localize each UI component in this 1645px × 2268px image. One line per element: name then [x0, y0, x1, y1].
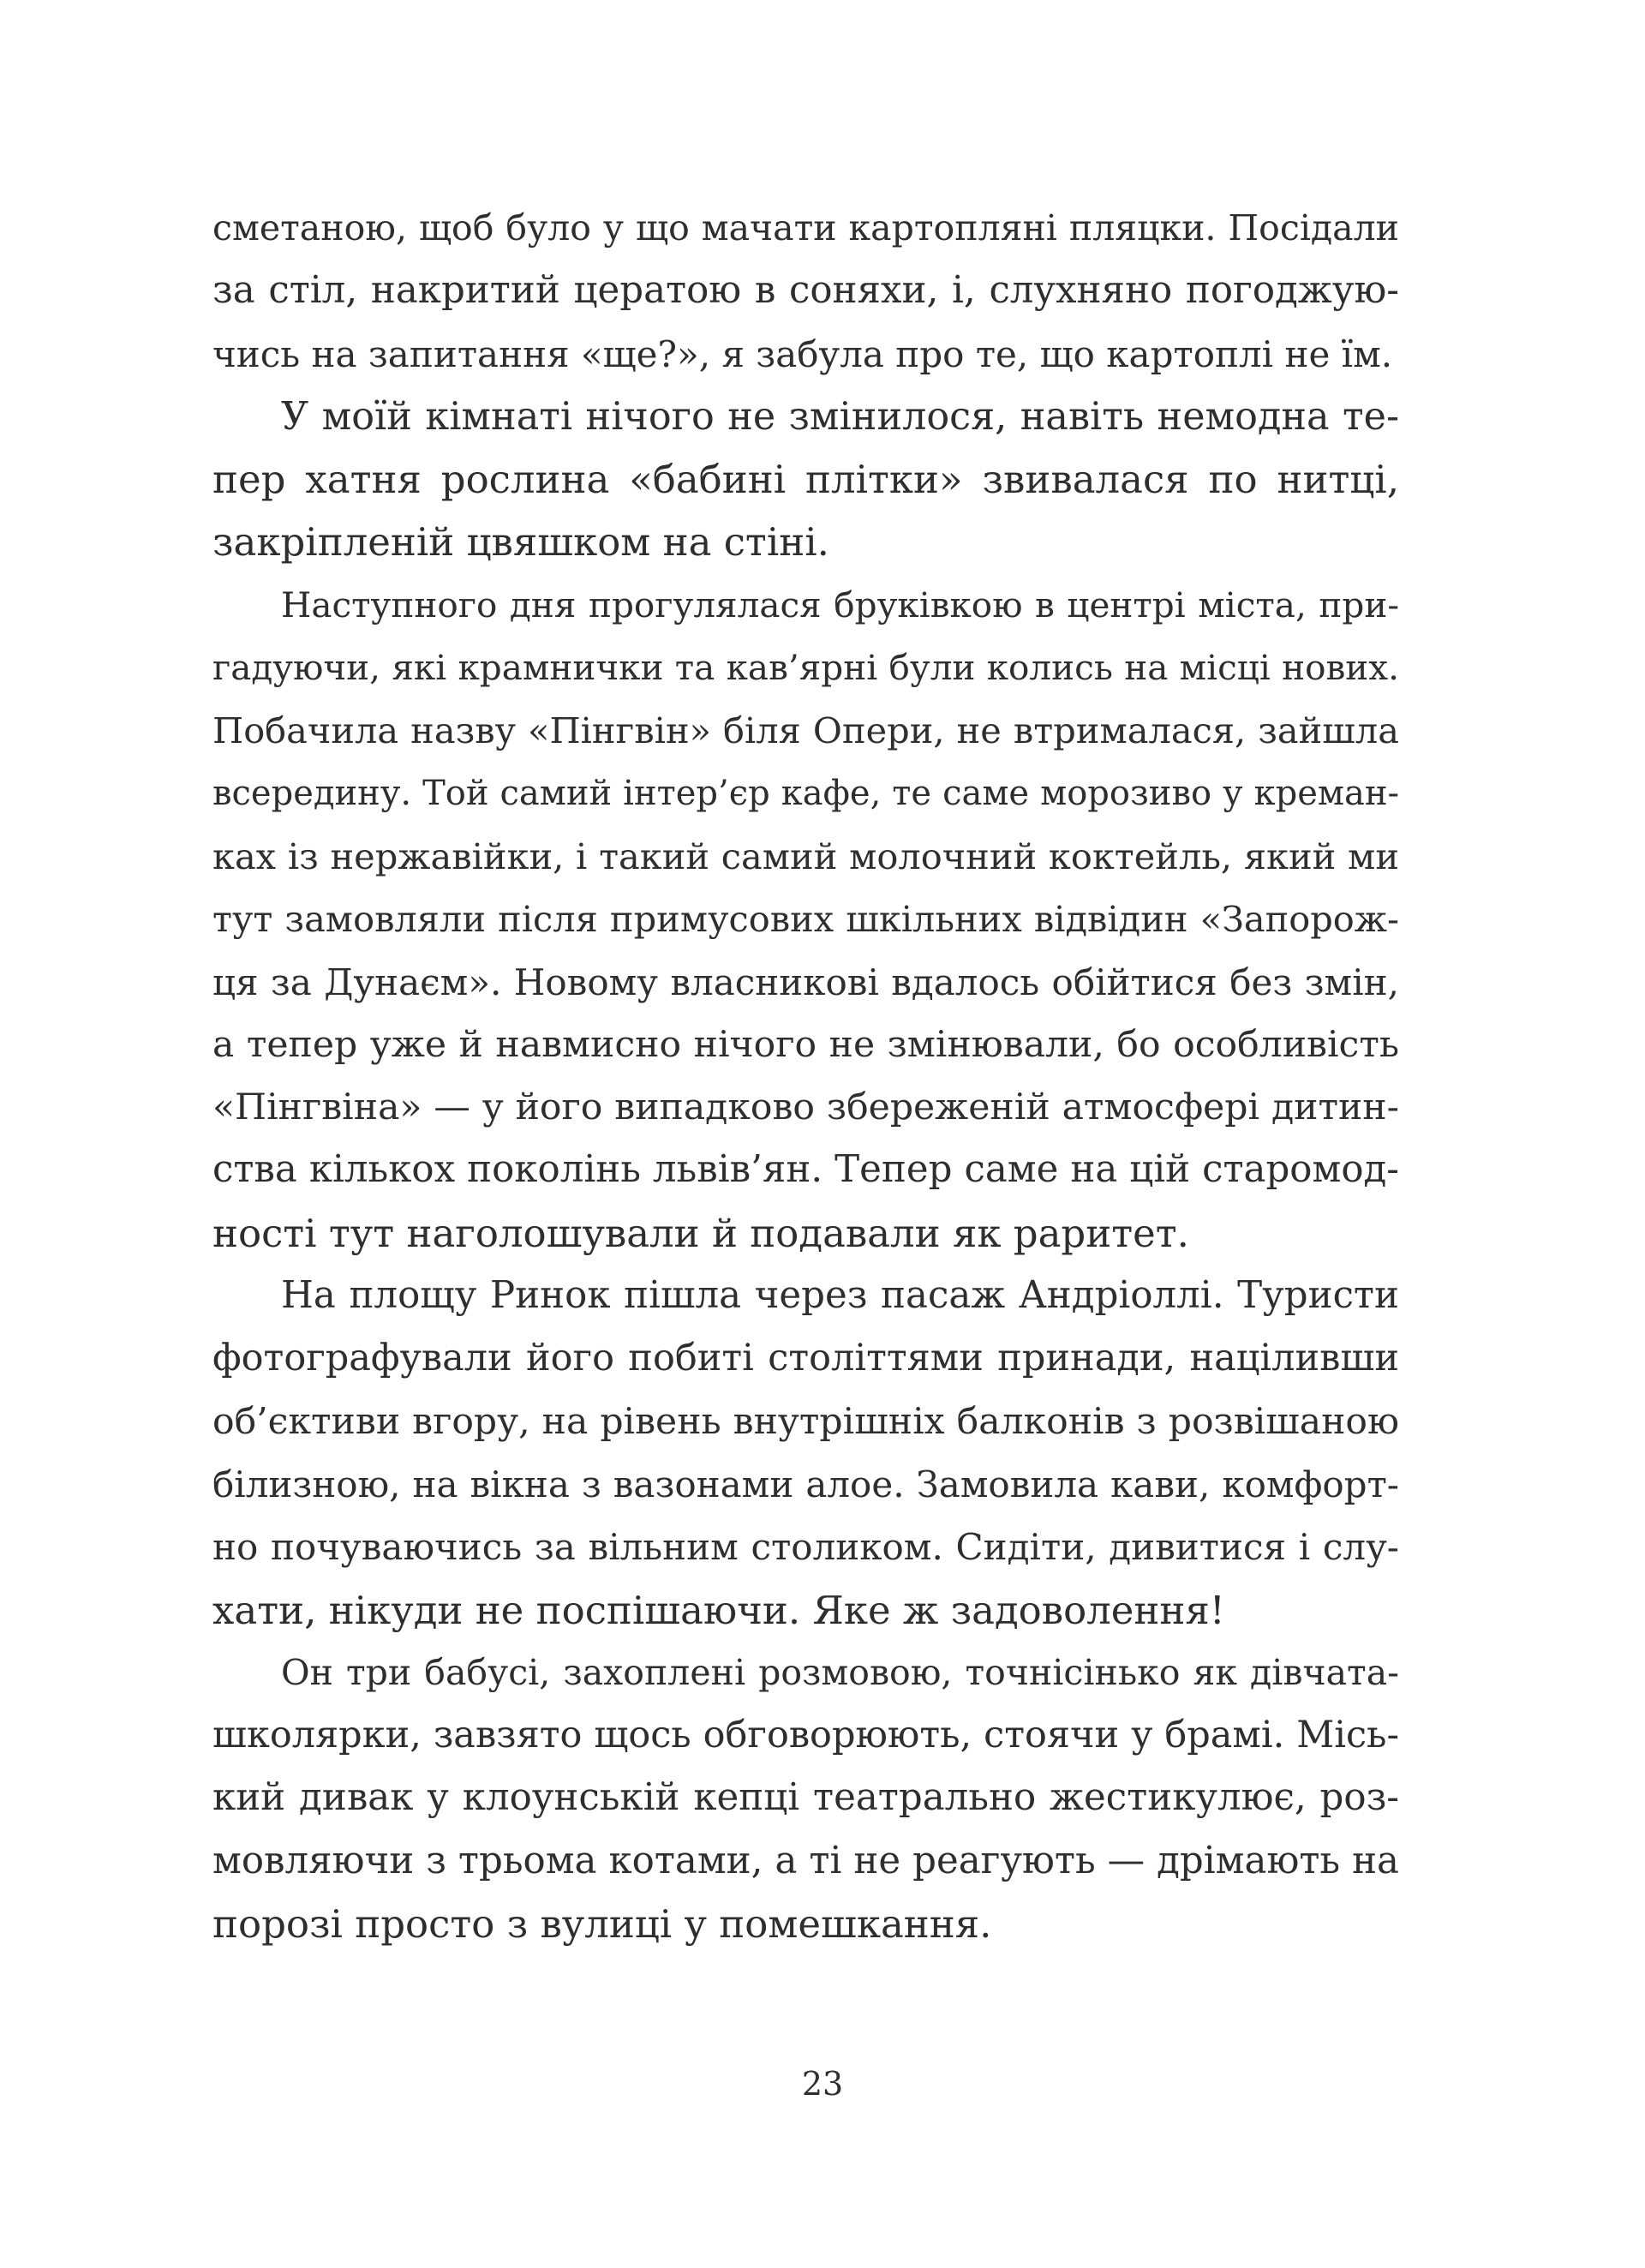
text-line: пер хатня рослина «бабині плітки» звивалася по нитці,	[212, 457, 1399, 503]
text-line: а тепер уже й навмисно нічого не змінювали, бо особливість	[212, 1023, 1399, 1066]
text-line: ках із нержавійки, і такий самий молочний коктейль, який ми	[212, 835, 1399, 877]
text-line: сметаною, щоб було у що мачати картопляні пляцки. Посідали	[212, 207, 1399, 248]
page-number: 23	[801, 2065, 844, 2103]
text-line: школярки, завзято щось обговорюють, стоячи у брамі. Місь-	[212, 1714, 1399, 1757]
text-line: ства кількох поколінь львів’ян. Тепер саме на цій старомод-	[212, 1148, 1399, 1192]
text-line: за стіл, накритий цератою в соняхи, і, слухняно погоджую-	[212, 269, 1399, 313]
text-line: всередину. Той самий інтер’єр кафе, те саме морозиво у креман-	[212, 773, 1399, 813]
text-line: Он три бабусі, захоплені розмовою, точнісінько як дівчата-	[281, 1651, 1399, 1693]
text-line: фотографували його побиті століттями принади, націливши	[212, 1337, 1399, 1380]
text-line: Наступного дня прогулялася бруківкою в центрі міста, при-	[281, 583, 1399, 625]
text-line: кий дивак у клоунській кепці театрально жестикулює, роз-	[212, 1776, 1399, 1820]
text-line: тут замовляли після примусових шкільних відвідин «Запорож-	[212, 898, 1399, 941]
text-line: об’єктиви вгору, на рівень внутрішніх балконів з розвішаною	[212, 1400, 1399, 1443]
text-line: Побачила назву «Пінгвін» біля Опери, не втрималася, зайшла	[212, 709, 1399, 752]
text-line: порозі просто з вулиці у помешкання.	[212, 1901, 992, 1948]
text-line: На площу Ринок пішла через пасаж Андріоллі. Туристи	[281, 1274, 1399, 1318]
text-line: білизною, на вікна з вазонами алое. Замовила кави, комфорт-	[212, 1463, 1399, 1505]
text-line: закріпленій цвяшком на стіні.	[212, 519, 829, 566]
text-line: ності тут наголошували й подавали як раритет.	[212, 1210, 1189, 1256]
text-line: чись на запитання «ще?», я забула про те, що картоплі не їм.	[212, 332, 1393, 375]
text-line: У моїй кімнаті нічого не змінилося, навіть немодна те-	[281, 394, 1399, 439]
text-line: мовляючи з трьома котами, а ті не реагують — дрімають на	[212, 1839, 1399, 1882]
text-line: «Пінгвіна» — у його випадково збереженій атмосфері дитин-	[212, 1086, 1399, 1129]
text-line: но почуваючись за вільним столиком. Сидіти, дивитися і слу-	[212, 1526, 1399, 1569]
text-line: гадуючи, які крамнички та кав’ярні були колись на місці нових.	[212, 647, 1399, 689]
text-line: ця за Дунаєм». Новому власникові вдалось обійтися без змін,	[212, 960, 1399, 1003]
body-text	[212, 197, 1399, 1955]
text-line: хати, нікуди не поспішаючи. Яке ж задоволення!	[212, 1587, 1225, 1633]
